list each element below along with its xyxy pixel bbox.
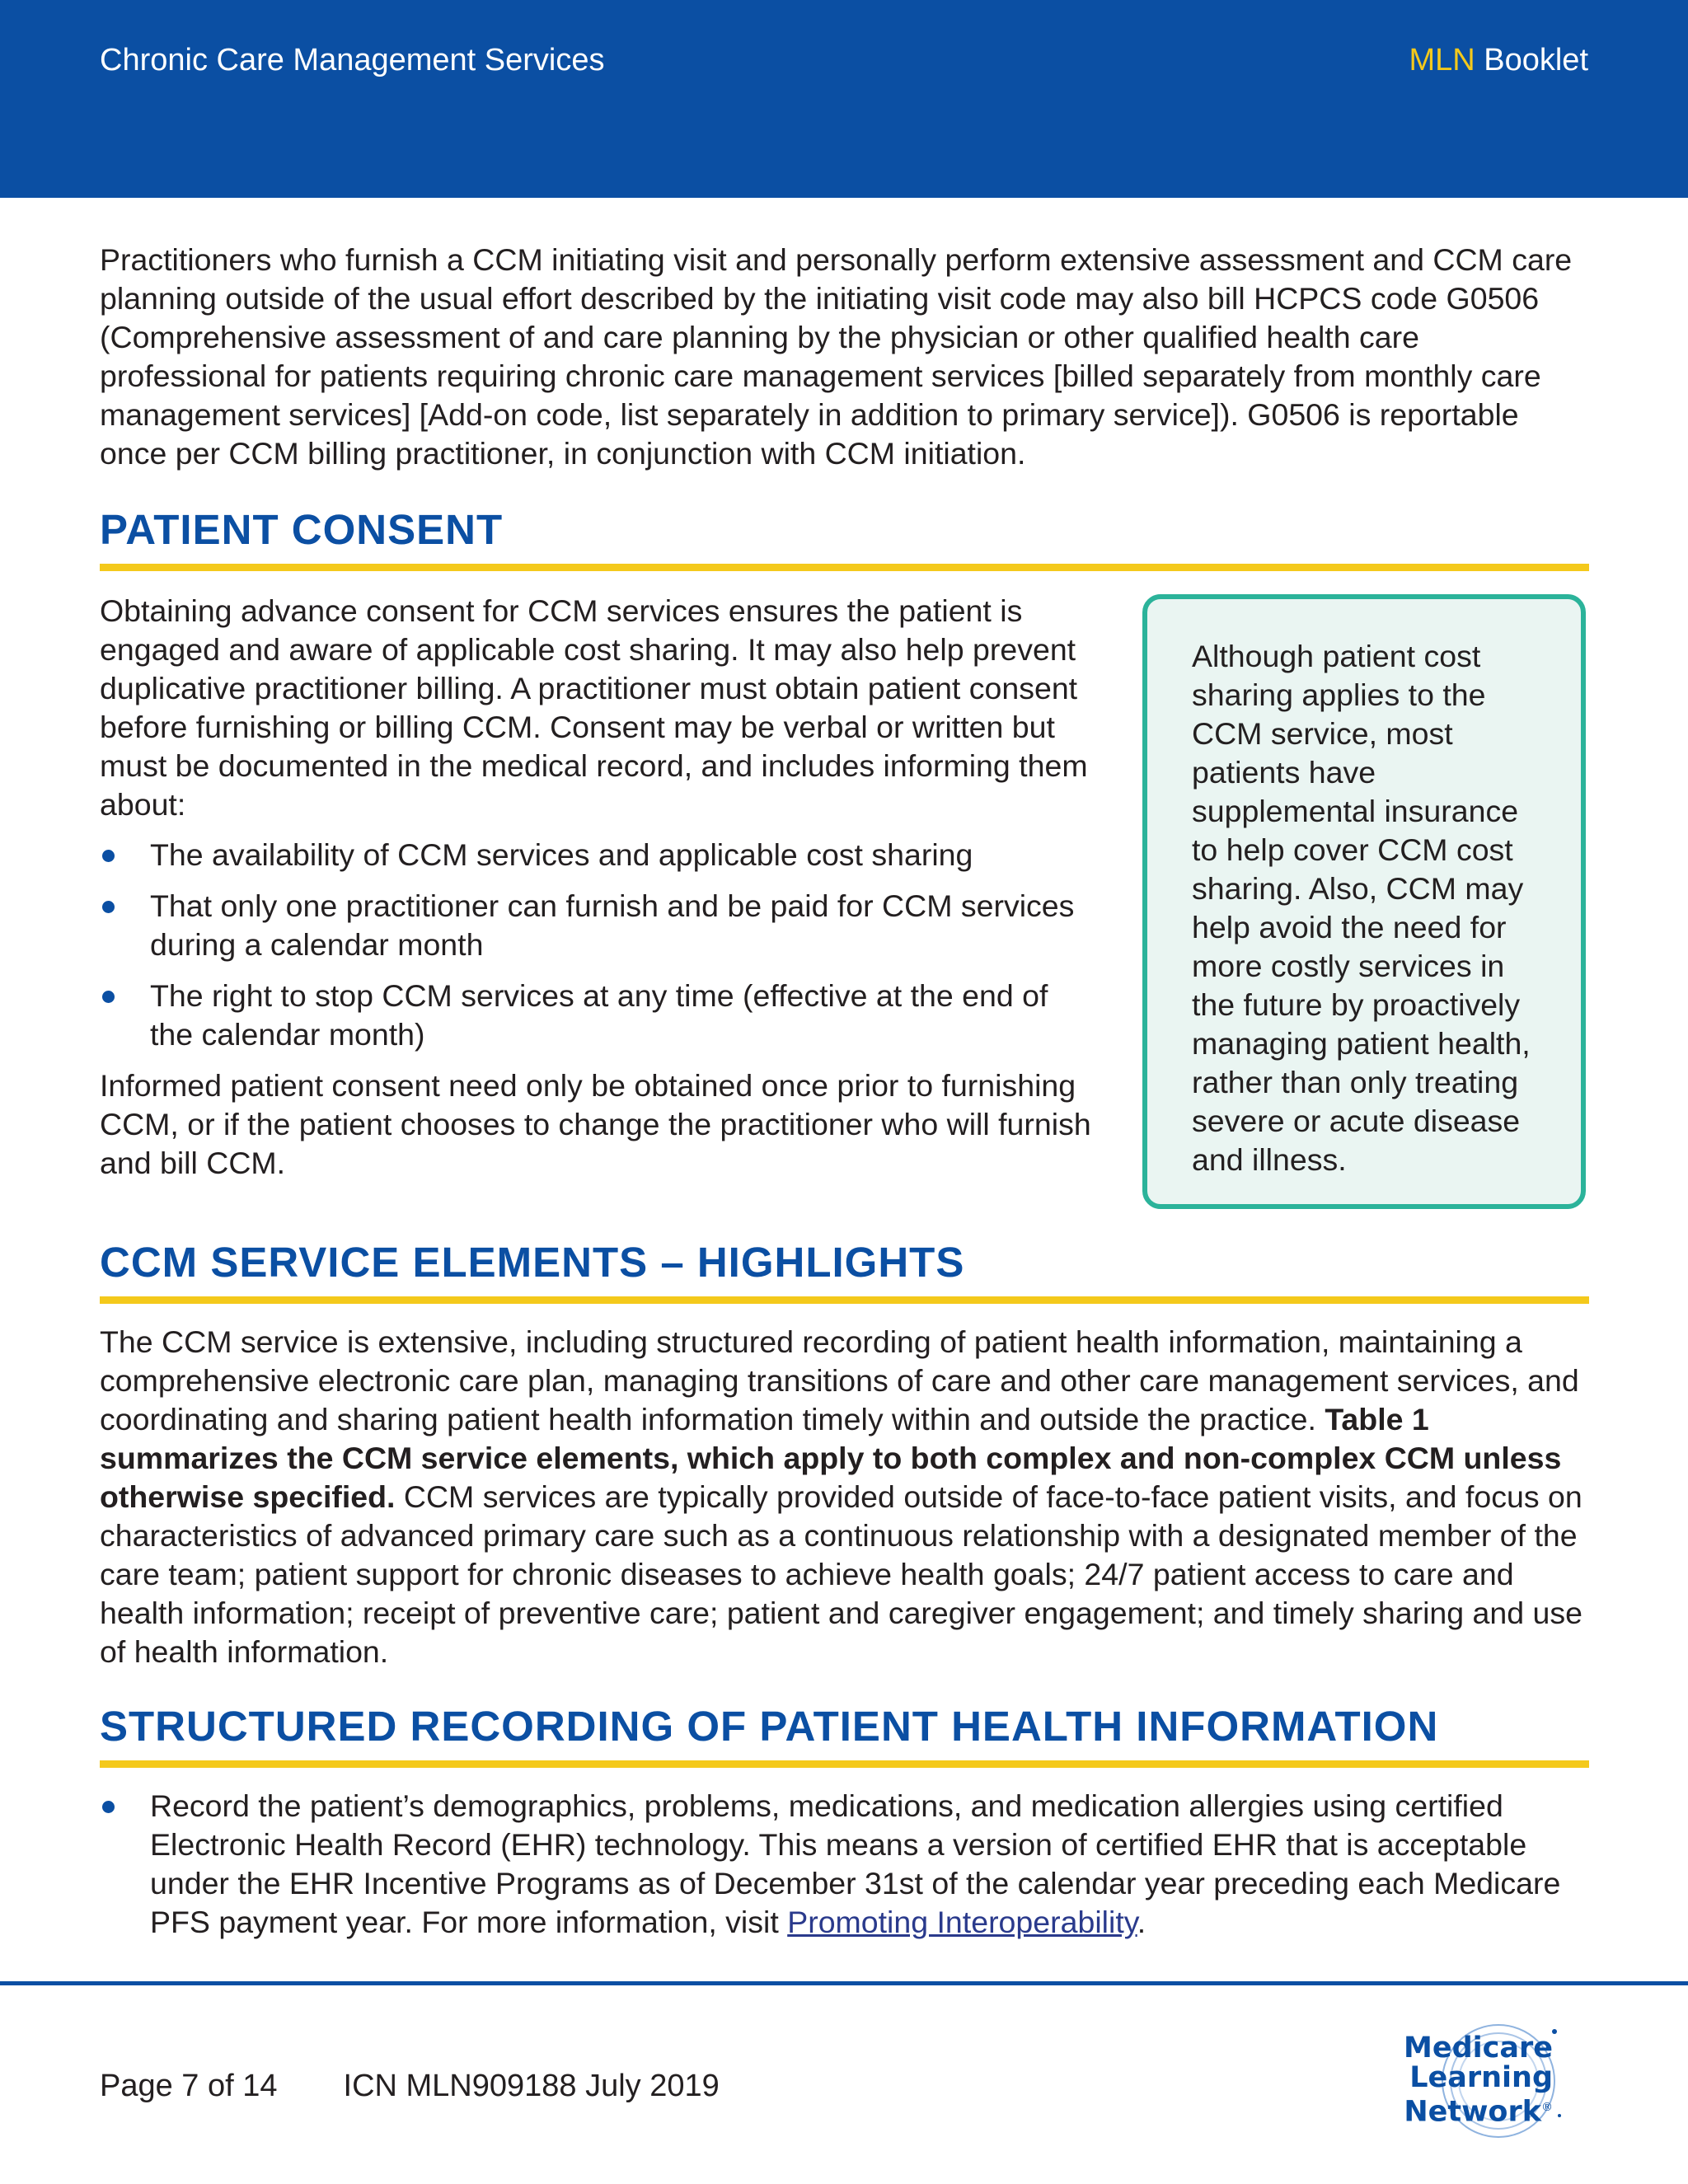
cost-sharing-callout [1142, 594, 1586, 1209]
footer-divider [0, 1981, 1688, 1985]
elements-text-bold: Table 1 summarizes the CCM service elements, which apply to both complex and non-complex CCM unless otherwise specified. [100, 1402, 1562, 1514]
logo-line-3: Network® [1404, 2095, 1553, 2129]
elements-text-before: The CCM service is extensive, including structured recording of patient health information, maintaining a comprehensive electronic care plan, managing transitions of care and other care management services, and coordinating and sharing patient health information timely within and outside the practice. [100, 1324, 1579, 1436]
icn-number: ICN MLN909188 July 2019 [343, 2069, 720, 2103]
bullet-period: . [1137, 1905, 1146, 1939]
consent-bullet-list [100, 836, 1097, 1054]
list-item [100, 1787, 1589, 1942]
medicare-learning-network-logo [1376, 2015, 1591, 2147]
list-item: The availability of CCM services and applicable cost sharing [100, 836, 1097, 874]
header-bar [0, 0, 1688, 198]
intro-paragraph: Practitioners who furnish a CCM initiating visit and personally perform extensive assessment and CCM care planning outside of the usual effort described by the initiating visit code may also bill HCPCS code G0506 (Comprehensive assessment of and care planning by the physician or other qualified health care professional for patients requiring chronic care management services [billed separately from monthly care management services] [Add-on code, list separately in addition to primary service]). G0506 is reportable once per CCM billing practitioner, in conjunction with CCM initiation. [100, 242, 1573, 471]
mln-label: MLN [1409, 43, 1475, 77]
footer [100, 2069, 785, 2104]
logo-wordmark [1388, 2033, 1553, 2127]
structured-bullet-text: Record the patient’s demographics, problems, medications, and medication allergies using certified Electronic Health Record (EHR) technology. This means a version of certified EHR that is acceptable under the EHR Incentive Programs as of December 31st of the calendar year preceding each Medicare PFS payment year. For more information, visit [150, 1788, 1561, 1939]
elements-text-after: CCM services are typically provided outside of face-to-face patient visits, and focus on characteristics of advanced primary care such as a continuous relationship with a designated member of the care team; patient support for chronic diseases to achieve health goals; 24/7 patient access to care and health information; receipt of preventive care; patient and caregiver engagement; and timely sharing and use of health information. [100, 1479, 1582, 1669]
mln-booklet-label [1409, 43, 1588, 78]
service-elements-heading: CCM SERVICE ELEMENTS – HIGHLIGHTS [100, 1238, 1589, 1304]
structured-recording-body [100, 1787, 1589, 1954]
service-elements-body [100, 1323, 1589, 1671]
page-number: Page 7 of 14 [100, 2069, 278, 2103]
booklet-label: Booklet [1484, 43, 1588, 77]
patient-consent-heading: PATIENT CONSENT [100, 505, 1589, 571]
list-item: That only one practitioner can furnish and be paid for CCM services during a calendar month [100, 887, 1097, 964]
logo-line-2: Learning [1409, 2061, 1553, 2094]
list-item: The right to stop CCM services at any time (effective at the end of the calendar month) [100, 977, 1097, 1054]
callout-text: Although patient cost sharing applies to the CCM service, most patients have supplemental insurance to help cover CCM cost sharing. Also, CCM may help avoid the need for more costly services in the future by proactively managing patient health, rather than only treating severe or acute disease and illness. [1192, 639, 1531, 1177]
document-title: Chronic Care Management Services [100, 43, 605, 77]
structured-recording-heading: STRUCTURED RECORDING OF PATIENT HEALTH INFORMATION [100, 1702, 1589, 1768]
registered-mark: ® [1541, 2101, 1553, 2114]
promoting-interoperability-link[interactable]: Promoting Interoperability [787, 1905, 1137, 1939]
service-elements-paragraph [100, 1323, 1589, 1671]
consent-paragraph-2: Informed patient consent need only be obtained once prior to furnishing CCM, or if the patient chooses to change the practitioner who will furnish and bill CCM. [100, 1068, 1091, 1180]
structured-bullet-list [100, 1787, 1589, 1942]
intro-section [100, 241, 1589, 473]
consent-paragraph-1: Obtaining advance consent for CCM services ensures the patient is engaged and aware of applicable cost sharing. It may also help prevent duplicative practitioner billing. A practitioner must obtain patient consent before furnishing or billing CCM. Consent may be verbal or written but must be documented in the medical record, and includes informing them about: [100, 593, 1088, 822]
consent-body [100, 592, 1097, 1183]
logo-line-1: Medicare [1404, 2032, 1553, 2064]
